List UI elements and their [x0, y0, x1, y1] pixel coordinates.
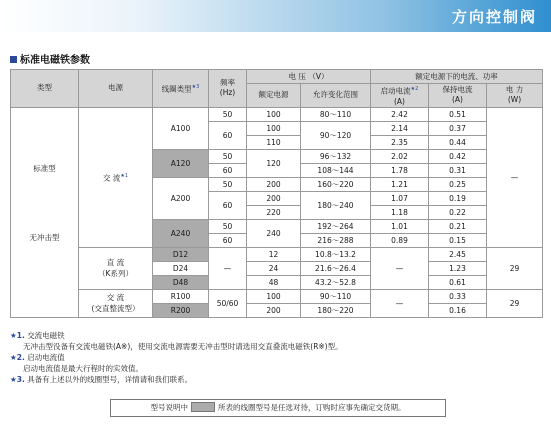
- coil-r100: R100: [153, 289, 209, 303]
- header-frequency: [209, 70, 247, 108]
- note-2-title: 启动电流值: [27, 353, 65, 362]
- power-w-dc-cell: 29: [487, 247, 543, 289]
- freq-cell: 50: [209, 219, 247, 233]
- freq-cell: 60: [209, 191, 247, 219]
- range-cell: 160～220: [301, 177, 371, 191]
- power-acdc-line1: 交 流: [106, 293, 125, 302]
- rated-voltage-cell: 120: [247, 149, 301, 177]
- type-standard: 标准型: [33, 164, 56, 173]
- rated-voltage-cell: 220: [247, 205, 301, 219]
- start-current-cell: 2.14: [371, 121, 429, 135]
- model-note-box: [110, 399, 446, 417]
- range-cell: 21.6～26.4: [301, 261, 371, 275]
- type-cell: [11, 107, 79, 317]
- header-start-current: [371, 84, 429, 108]
- start-current-cell: 2.42: [371, 107, 429, 121]
- footnote-ref-1: ★1: [120, 172, 129, 179]
- coil-d48: D48: [153, 275, 209, 289]
- start-current-cell: 1.78: [371, 163, 429, 177]
- start-current-cell: 0.89: [371, 233, 429, 247]
- footnote-ref-2: ★2: [410, 86, 419, 92]
- rated-voltage-cell: 100: [247, 107, 301, 121]
- hold-current-cell: 0.19: [429, 191, 487, 205]
- square-bullet-icon: [10, 56, 17, 63]
- freq-cell: 60: [209, 233, 247, 247]
- range-cell: 43.2～52.8: [301, 275, 371, 289]
- start-current-dc-cell: —: [371, 247, 429, 289]
- header-rated-group: 额定电源下的电流、功率: [371, 70, 543, 84]
- hold-current-cell: 0.37: [429, 121, 487, 135]
- table-row: [11, 289, 543, 303]
- hold-current-cell: 2.45: [429, 247, 487, 261]
- start-current-cell: 2.02: [371, 149, 429, 163]
- header-power-source: 电源: [79, 70, 153, 108]
- coil-a100: A100: [153, 107, 209, 149]
- power-ac-label: 交 流: [102, 173, 121, 183]
- note-1-title-line: [10, 330, 343, 341]
- range-cell: 192～264: [301, 219, 371, 233]
- range-cell: 180～220: [301, 303, 371, 317]
- start-current-cell: 1.07: [371, 191, 429, 205]
- rated-voltage-cell: 110: [247, 135, 301, 149]
- model-note-before: 型号说明中: [150, 403, 188, 412]
- note-2-mark: ★2.: [10, 353, 25, 362]
- solenoid-spec-table: [10, 69, 543, 318]
- header-hold-current-label: 保持电流: [442, 85, 473, 95]
- range-cell: 96～132: [301, 149, 371, 163]
- footnotes: [10, 330, 343, 385]
- rated-voltage-cell: 48: [247, 275, 301, 289]
- table-row: [11, 247, 543, 261]
- range-cell: 80～110: [301, 107, 371, 121]
- header-coil-type: [153, 70, 209, 108]
- hold-current-cell: 0.25: [429, 177, 487, 191]
- header-power-w: [487, 84, 543, 108]
- power-dc-line2: （K系列）: [98, 269, 133, 278]
- note-1-title: 交流电磁铁: [27, 331, 65, 340]
- coil-a120: A120: [153, 149, 209, 177]
- hold-current-cell: 1.23: [429, 261, 487, 275]
- coil-a240: A240: [153, 219, 209, 247]
- power-acdc-line2: (交直整流型）: [91, 304, 140, 313]
- rated-voltage-cell: 100: [247, 121, 301, 135]
- hold-current-cell: 0.33: [429, 289, 487, 303]
- power-dc-line1: 直 流: [106, 258, 125, 267]
- header-coil-type-label: 线圈类型: [161, 84, 192, 94]
- header-voltage-group: 电 压 （V）: [247, 70, 371, 84]
- rated-voltage-cell: 100: [247, 289, 301, 303]
- coil-d12: D12: [153, 247, 209, 261]
- range-cell: 90～120: [301, 121, 371, 149]
- rated-voltage-cell: 200: [247, 177, 301, 191]
- footnote-ref-3: ★3: [191, 84, 200, 90]
- header-start-current-unit: (A): [394, 96, 405, 106]
- range-cell: 90～110: [301, 289, 371, 303]
- hold-current-cell: 0.44: [429, 135, 487, 149]
- rated-voltage-cell: 200: [247, 191, 301, 205]
- header-power-w-label: 电 力: [505, 85, 524, 95]
- hold-current-cell: 0.22: [429, 205, 487, 219]
- page-title: 方向控制阀: [451, 8, 537, 26]
- freq-cell: 60: [209, 121, 247, 149]
- power-dc-cell: [79, 247, 153, 289]
- coil-d24: D24: [153, 261, 209, 275]
- type-shockless: 无冲击型: [29, 233, 60, 242]
- table-row: [11, 107, 543, 121]
- start-current-cell: 2.35: [371, 135, 429, 149]
- gray-swatch-icon: [191, 402, 215, 412]
- range-cell: 180～240: [301, 191, 371, 219]
- freq-cell: 50: [209, 177, 247, 191]
- start-current-cell: 1.21: [371, 177, 429, 191]
- note-1-text: 无冲击型没备有交流电磁铁(A※)，使用交流电源需要无冲击型时请选用交直叠流电磁铁(R※)型。: [23, 342, 343, 351]
- power-acdc-cell: [79, 289, 153, 317]
- power-w-acdc-cell: 29: [487, 289, 543, 317]
- header-type: 类型: [11, 70, 79, 108]
- freq-cell: 50: [209, 107, 247, 121]
- freq-cell: 50/60: [209, 289, 247, 317]
- start-current-cell: 1.01: [371, 219, 429, 233]
- rated-voltage-cell: 24: [247, 261, 301, 275]
- freq-dc-cell: —: [209, 247, 247, 289]
- range-cell: 10.8～13.2: [301, 247, 371, 261]
- rated-voltage-cell: 240: [247, 219, 301, 247]
- section-heading: [10, 51, 90, 66]
- header-power-w-unit: (W): [507, 95, 522, 105]
- header-hold-current: [429, 84, 487, 108]
- power-ac-cell: [79, 107, 153, 247]
- hold-current-cell: 0.15: [429, 233, 487, 247]
- hold-current-cell: 0.61: [429, 275, 487, 289]
- start-current-cell: 1.18: [371, 205, 429, 219]
- power-w-ac-cell: —: [487, 107, 543, 247]
- range-cell: 108～144: [301, 163, 371, 177]
- note-3-mark: ★3.: [10, 375, 25, 384]
- header-rated-voltage: 额定电源: [247, 84, 301, 108]
- freq-cell: 50: [209, 149, 247, 163]
- coil-a200: A200: [153, 177, 209, 219]
- note-2-text: 启动电流值是最大行程时的实效值。: [23, 364, 143, 373]
- header-allowed-range: 允许变化范围: [301, 84, 371, 108]
- hold-current-cell: 0.51: [429, 107, 487, 121]
- hold-current-cell: 0.42: [429, 149, 487, 163]
- model-note-after: 所表的线圈型号是任选对待，订购时应事先确定交货期。: [218, 403, 406, 412]
- rated-voltage-cell: 200: [247, 303, 301, 317]
- hold-current-cell: 0.21: [429, 219, 487, 233]
- note-1-mark: ★1.: [10, 331, 25, 340]
- freq-cell: 60: [209, 163, 247, 177]
- rated-voltage-cell: 12: [247, 247, 301, 261]
- page-header: [0, 0, 551, 32]
- header-hold-current-unit: (A): [452, 95, 463, 105]
- hold-current-cell: 0.16: [429, 303, 487, 317]
- range-cell: 216～288: [301, 233, 371, 247]
- header-start-current-label: 启动电流: [380, 86, 411, 96]
- coil-r200: R200: [153, 303, 209, 317]
- header-frequency-unit: (Hz): [219, 88, 236, 98]
- note-3-text: 具备有上述以外的线圈型号，详情请和我们联系。: [27, 375, 193, 384]
- note-2-title-line: [10, 352, 343, 363]
- section-title-text: 标准电磁铁参数: [20, 55, 90, 66]
- header-frequency-label: 频率: [220, 78, 235, 88]
- hold-current-cell: 0.31: [429, 163, 487, 177]
- start-current-acdc-cell: —: [371, 289, 429, 317]
- note-3-line: [10, 374, 343, 385]
